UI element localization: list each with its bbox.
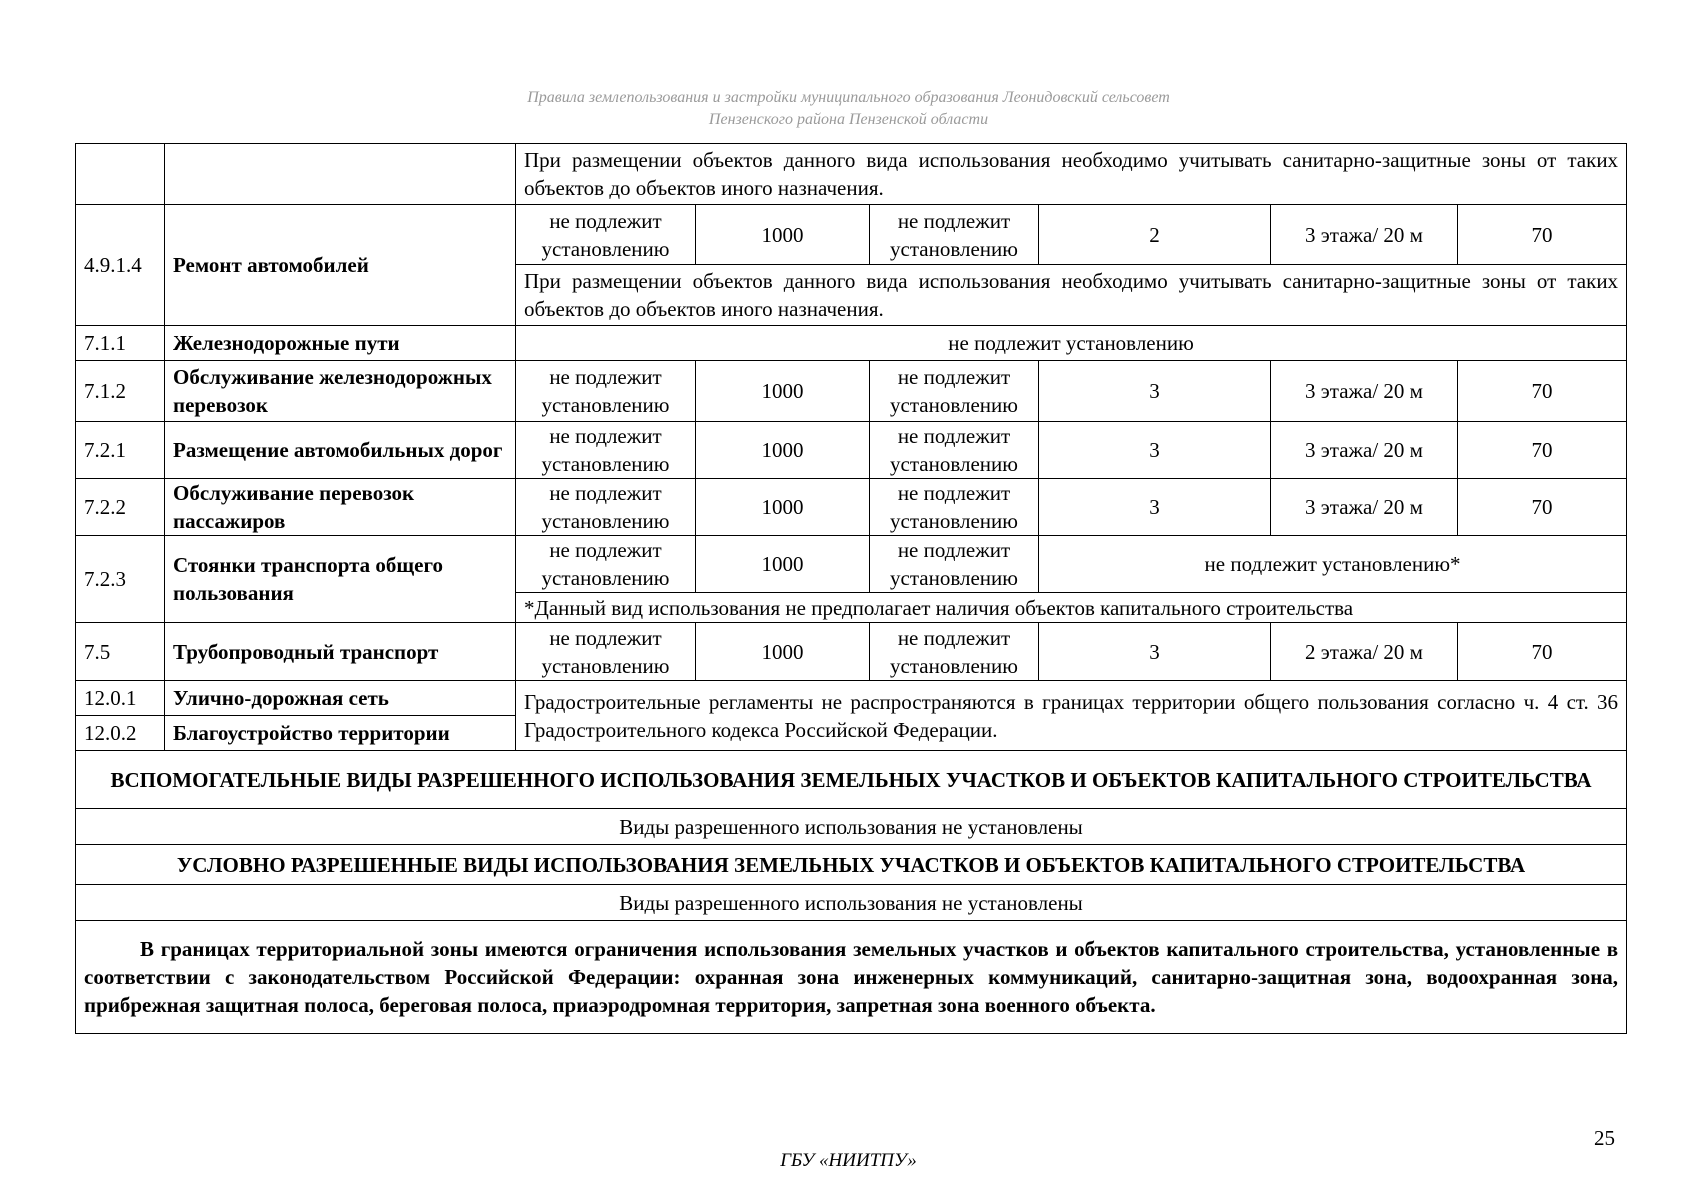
row-name: Размещение автомобильных дорог bbox=[165, 422, 516, 479]
row-name: Обслуживание перевозок пассажиров bbox=[165, 479, 516, 536]
table-row bbox=[76, 921, 1627, 1034]
table-row bbox=[76, 144, 1627, 205]
row-code: 7.2.3 bbox=[76, 536, 165, 623]
table-row bbox=[76, 885, 1627, 921]
sanitary-zone-note: При размещении объектов данного вида использования необходимо учитывать санитарно-защитные зоны от таких объектов до объектов иного назначения. bbox=[516, 144, 1627, 205]
cell-setback: не подлежит установлению bbox=[870, 623, 1039, 681]
row-name: Трубопроводный транспорт bbox=[165, 623, 516, 681]
cell-height: 3 этажа/ 20 м bbox=[1271, 479, 1458, 536]
row-code: 7.1.1 bbox=[76, 326, 165, 361]
cell-setback: не подлежит установлению bbox=[870, 422, 1039, 479]
row-name: Стоянки транспорта общего пользования bbox=[165, 536, 516, 623]
regulations-table bbox=[75, 143, 1627, 1034]
cell-max-area: 1000 bbox=[696, 479, 870, 536]
section-header-row bbox=[76, 751, 1627, 809]
cell-min-area: не подлежит установлению bbox=[516, 361, 696, 422]
cell-merged: не подлежит установлению bbox=[516, 326, 1627, 361]
table-row bbox=[76, 326, 1627, 361]
cell-floors: 3 bbox=[1039, 479, 1271, 536]
cell-max-area: 1000 bbox=[696, 205, 870, 265]
row-code: 7.1.2 bbox=[76, 361, 165, 422]
running-header-line-2: Пензенского района Пензенской области bbox=[708, 111, 989, 128]
cell-min-area: не подлежит установлению bbox=[516, 479, 696, 536]
cell-max-area: 1000 bbox=[696, 422, 870, 479]
row-name: Ремонт автомобилей bbox=[165, 205, 516, 326]
cell-height: 3 этажа/ 20 м bbox=[1271, 361, 1458, 422]
cell-min-area: не подлежит установлению bbox=[516, 205, 696, 265]
row-code: 4.9.1.4 bbox=[76, 205, 165, 326]
sanitary-zone-note: При размещении объектов данного вида использования необходимо учитывать санитарно-защитные зоны от таких объектов до объектов иного назначения. bbox=[516, 265, 1627, 326]
row-name bbox=[165, 144, 516, 205]
cell-setback: не подлежит установлению bbox=[870, 205, 1039, 265]
row-code: 12.0.2 bbox=[76, 716, 165, 751]
cell-coverage: 70 bbox=[1458, 422, 1627, 479]
cell-min-area: не подлежит установлению bbox=[516, 536, 696, 593]
cell-max-area: 1000 bbox=[696, 623, 870, 681]
cell-height: 2 этажа/ 20 м bbox=[1271, 623, 1458, 681]
restrictions-text: В границах территориальной зоны имеются ограничения использования земельных участков и объектов капитального строительства, установленные в соответствии с законодательством Российской Федерации: охранная зона инженерных коммуникаций, санитарно-защитная зона, водоохранная зона, прибрежная защитная полоса, береговая полоса, приаэродромная территория, запретная зона военного объекта. bbox=[84, 937, 1619, 1017]
table-row bbox=[76, 205, 1627, 265]
table-row bbox=[76, 422, 1627, 479]
cell-coverage: 70 bbox=[1458, 479, 1627, 536]
row-name: Обслуживание железнодорожных перевозок bbox=[165, 361, 516, 422]
row-code bbox=[76, 144, 165, 205]
table-row bbox=[76, 361, 1627, 422]
table-row bbox=[76, 809, 1627, 845]
cell-height: 3 этажа/ 20 м bbox=[1271, 205, 1458, 265]
row-code: 12.0.1 bbox=[76, 681, 165, 716]
section-text-auxiliary: Виды разрешенного использования не установлены bbox=[76, 809, 1627, 845]
row-name: Железнодорожные пути bbox=[165, 326, 516, 361]
cell-coverage: 70 bbox=[1458, 205, 1627, 265]
table-row bbox=[76, 536, 1627, 593]
page-number: 25 bbox=[1594, 1126, 1615, 1150]
row-code: 7.2.1 bbox=[76, 422, 165, 479]
footnote-note: *Данный вид использования не предполагает наличия объектов капитального строительства bbox=[516, 593, 1627, 623]
cell-coverage: 70 bbox=[1458, 623, 1627, 681]
table-row bbox=[76, 479, 1627, 536]
row-code: 7.5 bbox=[76, 623, 165, 681]
cell-floors: 3 bbox=[1039, 422, 1271, 479]
section-text-conditional: Виды разрешенного использования не установлены bbox=[76, 885, 1627, 921]
cell-min-area: не подлежит установлению bbox=[516, 623, 696, 681]
restrictions-paragraph bbox=[76, 921, 1627, 1034]
section-title-auxiliary: ВСПОМОГАТЕЛЬНЫЕ ВИДЫ РАЗРЕШЕННОГО ИСПОЛЬЗОВАНИЯ ЗЕМЕЛЬНЫХ УЧАСТКОВ И ОБЪЕКТОВ КАПИТАЛЬНОГО СТРОИТЕЛЬСТВА bbox=[76, 751, 1627, 809]
cell-min-area: не подлежит установлению bbox=[516, 422, 696, 479]
row-name: Благоустройство территории bbox=[165, 716, 516, 751]
cell-setback: не подлежит установлению bbox=[870, 361, 1039, 422]
cell-merged: не подлежит установлению* bbox=[1039, 536, 1627, 593]
page-footer: ГБУ «НИИТПУ» bbox=[780, 1150, 917, 1171]
row-name: Улично-дорожная сеть bbox=[165, 681, 516, 716]
running-header-line-1: Правила землепользования и застройки муниципального образования Леонидовский сельсовет bbox=[527, 89, 1170, 106]
cell-floors: 3 bbox=[1039, 623, 1271, 681]
cell-coverage: 70 bbox=[1458, 361, 1627, 422]
row-code: 7.2.2 bbox=[76, 479, 165, 536]
cell-height: 3 этажа/ 20 м bbox=[1271, 422, 1458, 479]
cell-max-area: 1000 bbox=[696, 361, 870, 422]
cell-floors: 3 bbox=[1039, 361, 1271, 422]
cell-max-area: 1000 bbox=[696, 536, 870, 593]
table-row bbox=[76, 623, 1627, 681]
cell-floors: 2 bbox=[1039, 205, 1271, 265]
cell-setback: не подлежит установлению bbox=[870, 479, 1039, 536]
table-row bbox=[76, 681, 1627, 716]
section-header-row bbox=[76, 845, 1627, 885]
cell-setback: не подлежит установлению bbox=[870, 536, 1039, 593]
public-territory-note: Градостроительные регламенты не распространяются в границах территории общего пользования согласно ч. 4 ст. 36 Градостроительного кодекса Российской Федерации. bbox=[516, 681, 1627, 751]
section-title-conditional: УСЛОВНО РАЗРЕШЕННЫЕ ВИДЫ ИСПОЛЬЗОВАНИЯ ЗЕМЕЛЬНЫХ УЧАСТКОВ И ОБЪЕКТОВ КАПИТАЛЬНОГО СТРОИТЕЛЬСТВА bbox=[76, 845, 1627, 885]
